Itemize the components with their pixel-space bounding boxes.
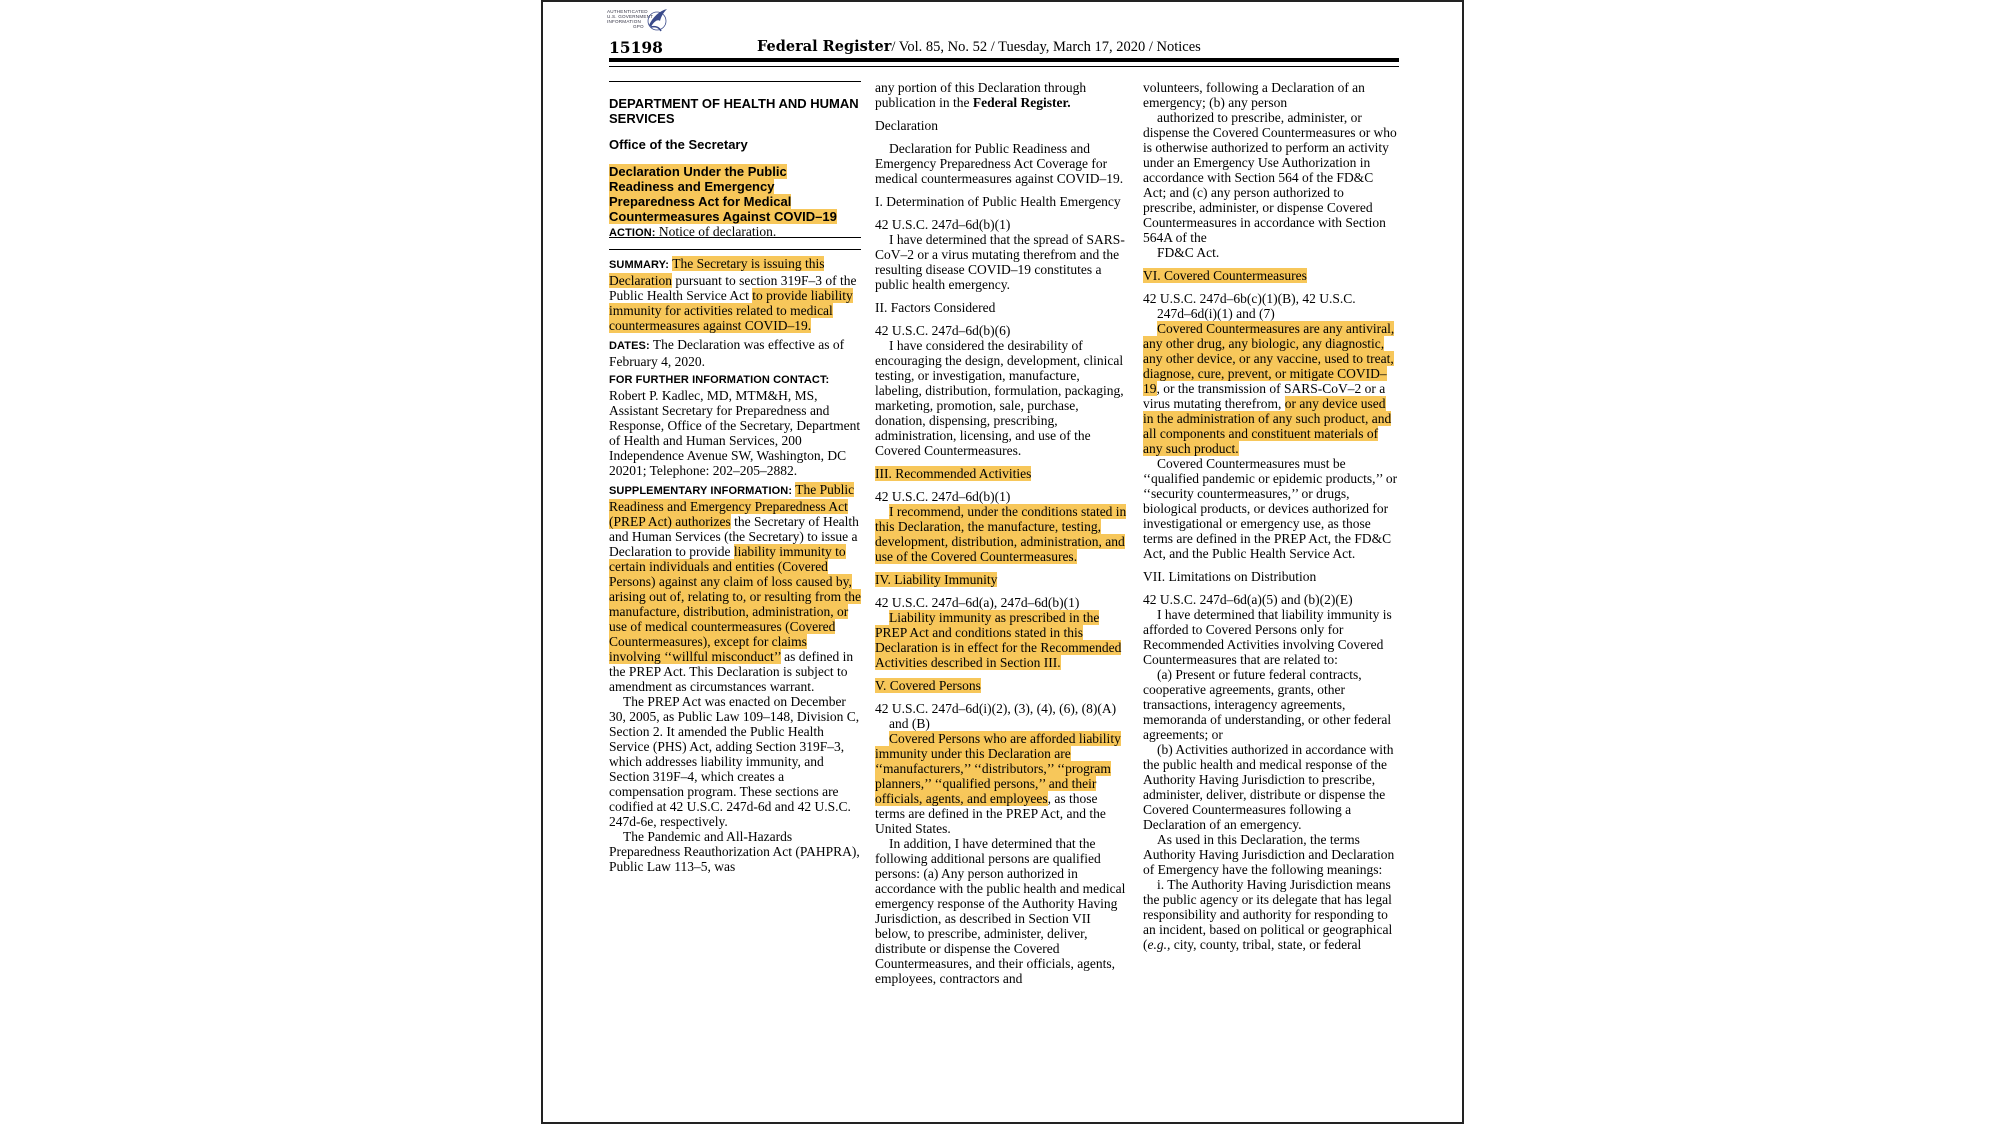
contact-paragraph: Robert P. Kadlec, MD, MTM&H, MS, Assistant Secretary for Preparedness and Response, Office of the Secretary, Department of Health and Human Services, 200 Independence Avenue SW, Washington, DC 20201; Telephone: 202–205–2882. <box>609 388 861 478</box>
action-paragraph: ACTION: Notice of declaration. <box>609 224 777 239</box>
running-header <box>609 38 1399 60</box>
section-2-paragraph: I have considered the desirability of encouraging the design, development, clinical testing, or investigation, manufacture, labeling, distribution, formulation, packaging, marketing, promotion, sale, purchase, donation, dispensing, prescribing, administration, licensing, and use of the Covered Countermeasures. <box>875 338 1124 458</box>
publication-paragraph: any portion of this Declaration through publication in the Federal Register. <box>875 80 1087 110</box>
document-title <box>609 164 861 224</box>
dates-paragraph: DATES: The Declaration was effective as of February 4, 2020. <box>609 337 845 369</box>
declaration-paragraph: Declaration for Public Readiness and Emergency Preparedness Act Coverage for medical countermeasures against COVID–19. <box>875 141 1124 186</box>
heading-section-7: VII. Limitations on Distribution <box>1143 569 1317 584</box>
citation-section-7: 42 U.S.C. 247d–6d(a)(5) and (b)(2)(E) <box>1143 592 1353 607</box>
section-6-paragraph: Covered Countermeasures are any antiviral, any other drug, any biologic, any diagnostic, any other device, or any vaccine, used to treat, diagnose, cure, prevent, or mitigate COVID–19, or the transmission of SARS-CoV–2 or a virus mutating therefrom, or any device used in the administration of any such product, and all components and constituent materials of any such product. <box>1143 321 1395 456</box>
citation: / Vol. 85, No. 52 / Tuesday, March 17, 2020 / Notices <box>891 39 1201 55</box>
summary-paragraph: SUMMARY: The Secretary is issuing this Declaration pursuant to section 319F–3 of the Public Health Service Act to provide liability immunity for activities related to medical countermeasures against COVID–19. <box>609 256 857 333</box>
column-3 <box>1143 80 1399 952</box>
column-1 <box>609 76 861 874</box>
citation-section-1: 42 U.S.C. 247d–6d(b)(1) <box>875 217 1011 232</box>
heading-section-4: IV. Liability Immunity <box>875 572 998 587</box>
column-rule <box>609 81 861 82</box>
header-rule-thick <box>609 58 1399 62</box>
section-1-paragraph: I have determined that the spread of SARS-CoV–2 or a virus mutating therefrom and the resulting disease COVID–19 constitutes a public health emergency. <box>875 232 1125 292</box>
section-7-definition-i: i. The Authority Having Jurisdiction means the public agency or its delegate that has legal responsibility and authority for responding to an incident, based on political or geographical (e.g., city, county, tribal, state, or federal <box>1143 877 1393 952</box>
authorized-paragraph: authorized to prescribe, administer, or dispense the Covered Countermeasures or who is otherwise authorized to perform an activity under an Emergency Use Authorization in accordance with Section 564 of the FD&C Act; and (c) any person authorized to prescribe, administer, or dispense Covered Countermeasures in accordance with Section 564A of the <box>1143 110 1397 245</box>
column-2 <box>875 80 1127 986</box>
running-head-text <box>757 38 1201 56</box>
citation-section-5: 42 U.S.C. 247d–6d(i)(2), (3), (4), (6), (8)(A) and (B) <box>875 701 1117 731</box>
citation-section-6: 42 U.S.C. 247d–6b(c)(1)(B), 42 U.S.C. <box>1143 291 1356 306</box>
section-5-paragraph: Covered Persons who are afforded liability immunity under this Declaration are ‘‘manufacturers,’’ ‘‘distributors,’’ ‘‘program planners,’’ ‘‘qualified persons,’’ and their officials, agents, and employees, as those terms are defined in the PREP Act, and the United States. <box>875 731 1121 836</box>
column-rule <box>609 249 861 250</box>
page-number: 15198 <box>609 38 663 57</box>
agency-name: DEPARTMENT OF HEALTH AND HUMAN SERVICES <box>609 96 859 126</box>
section-4-paragraph: Liability immunity as prescribed in the PREP Act and conditions stated in this Declaration is in effect for the Recommended Activities described in Section III. <box>875 610 1122 670</box>
logo-text: AUTHENTICATED U.S. GOVERNMENT INFORMATION GPO <box>607 9 654 29</box>
volunteers-paragraph: volunteers, following a Declaration of an emergency; (b) any person <box>1143 80 1365 110</box>
section-7-item-b: (b) Activities authorized in accordance with the public health and medical response of the Authority Having Jurisdiction to prescribe, administer, deliver, distribute or dispense the Covered Countermeasures following a Declaration of an emergency. <box>1143 742 1394 832</box>
eagle-icon <box>645 7 669 33</box>
fdc-act-line: FD&C Act. <box>1157 245 1220 260</box>
document-page <box>541 0 1464 1124</box>
section-6-paragraph-2: Covered Countermeasures must be ‘‘qualified pandemic or epidemic products,’’ or ‘‘security countermeasures,’’ or drugs, biological products, or devices authorized for investigational or emergency use, as those terms are defined in the PREP Act, the FD&C Act, and the Public Health Service Act. <box>1143 456 1398 561</box>
pahpra-paragraph: The Pandemic and All-Hazards Preparedness Reauthorization Act (PAHPRA), Public Law 113–5, was <box>609 829 860 874</box>
section-7-terms: As used in this Declaration, the terms Authority Having Jurisdiction and Declaration of Emergency have the following meanings: <box>1143 832 1395 877</box>
citation-section-2: 42 U.S.C. 247d–6d(b)(6) <box>875 323 1011 338</box>
heading-section-2: II. Factors Considered <box>875 300 996 315</box>
citation-section-4: 42 U.S.C. 247d–6d(a), 247d–6d(b)(1) <box>875 595 1080 610</box>
heading-section-3: III. Recommended Activities <box>875 466 1032 481</box>
citation-section-6-cont: 247d–6d(i)(1) and (7) <box>1157 306 1275 321</box>
contact-label: FOR FURTHER INFORMATION CONTACT: <box>609 374 830 386</box>
heading-declaration: Declaration <box>875 118 938 133</box>
heading-section-1: I. Determination of Public Health Emergency <box>875 194 1121 209</box>
supplementary-paragraph: SUPPLEMENTARY INFORMATION: The Public Readiness and Emergency Preparedness Act (PREP Act) authorizes the Secretary of Health and Human Services (the Secretary) to issue a Declaration to provide liability immunity to certain individuals and entities (Covered Persons) against any claim of loss caused by, arising out of, relating to, or resulting from the manufacture, distribution, administration, or use of medical countermeasures (Covered Countermeasures), except for claims involving ‘‘willful misconduct’’ as defined in the PREP Act. This Declaration is subject to amendment as circumstances warrant. <box>609 482 861 694</box>
publication-name: Federal Register <box>757 38 892 55</box>
heading-section-5: V. Covered Persons <box>875 678 981 693</box>
heading-section-6: VI. Covered Countermeasures <box>1143 268 1307 283</box>
highlighted-title: Declaration Under the Public Readiness and Emergency Preparedness Act for Medical Countermeasures Against COVID–19 <box>609 164 837 224</box>
prep-act-paragraph: The PREP Act was enacted on December 30, 2005, as Public Law 109–148, Division C, Section 2. It amended the Public Health Service (PHS) Act, adding Section 319F–3, which addresses liability immunity, and Section 319F–4, which creates a compensation program. These sections are codified at 42 U.S.C. 247d-6d and 42 U.S.C. 247d-6e, respectively. <box>609 694 860 829</box>
header-rule-thin <box>609 66 1399 67</box>
gpo-authentication-logo <box>607 7 671 37</box>
additional-persons-paragraph: In addition, I have determined that the following additional persons are qualified persons: (a) Any person authorized in accordance with the public health and medical emergency response of the Authority Having Jurisdiction, as described in Section VII below, to prescribe, administer, deliver, distribute or dispense the Covered Countermeasures, and their officials, agents, employees, contractors and <box>875 836 1126 986</box>
section-3-paragraph: I recommend, under the conditions stated in this Declaration, the manufacture, testing, development, distribution, administration, and use of the Covered Countermeasures. <box>875 504 1127 564</box>
citation-section-3: 42 U.S.C. 247d–6d(b)(1) <box>875 489 1011 504</box>
office-name: Office of the Secretary <box>609 137 748 152</box>
section-7-paragraph: I have determined that liability immunity is afforded to Covered Persons only for Recommended Activities involving Covered Countermeasures that are related to: <box>1143 607 1392 667</box>
section-7-item-a: (a) Present or future federal contracts, cooperative agreements, grants, other transactions, interagency agreements, memoranda of understanding, or other federal agreements; or <box>1143 667 1392 742</box>
